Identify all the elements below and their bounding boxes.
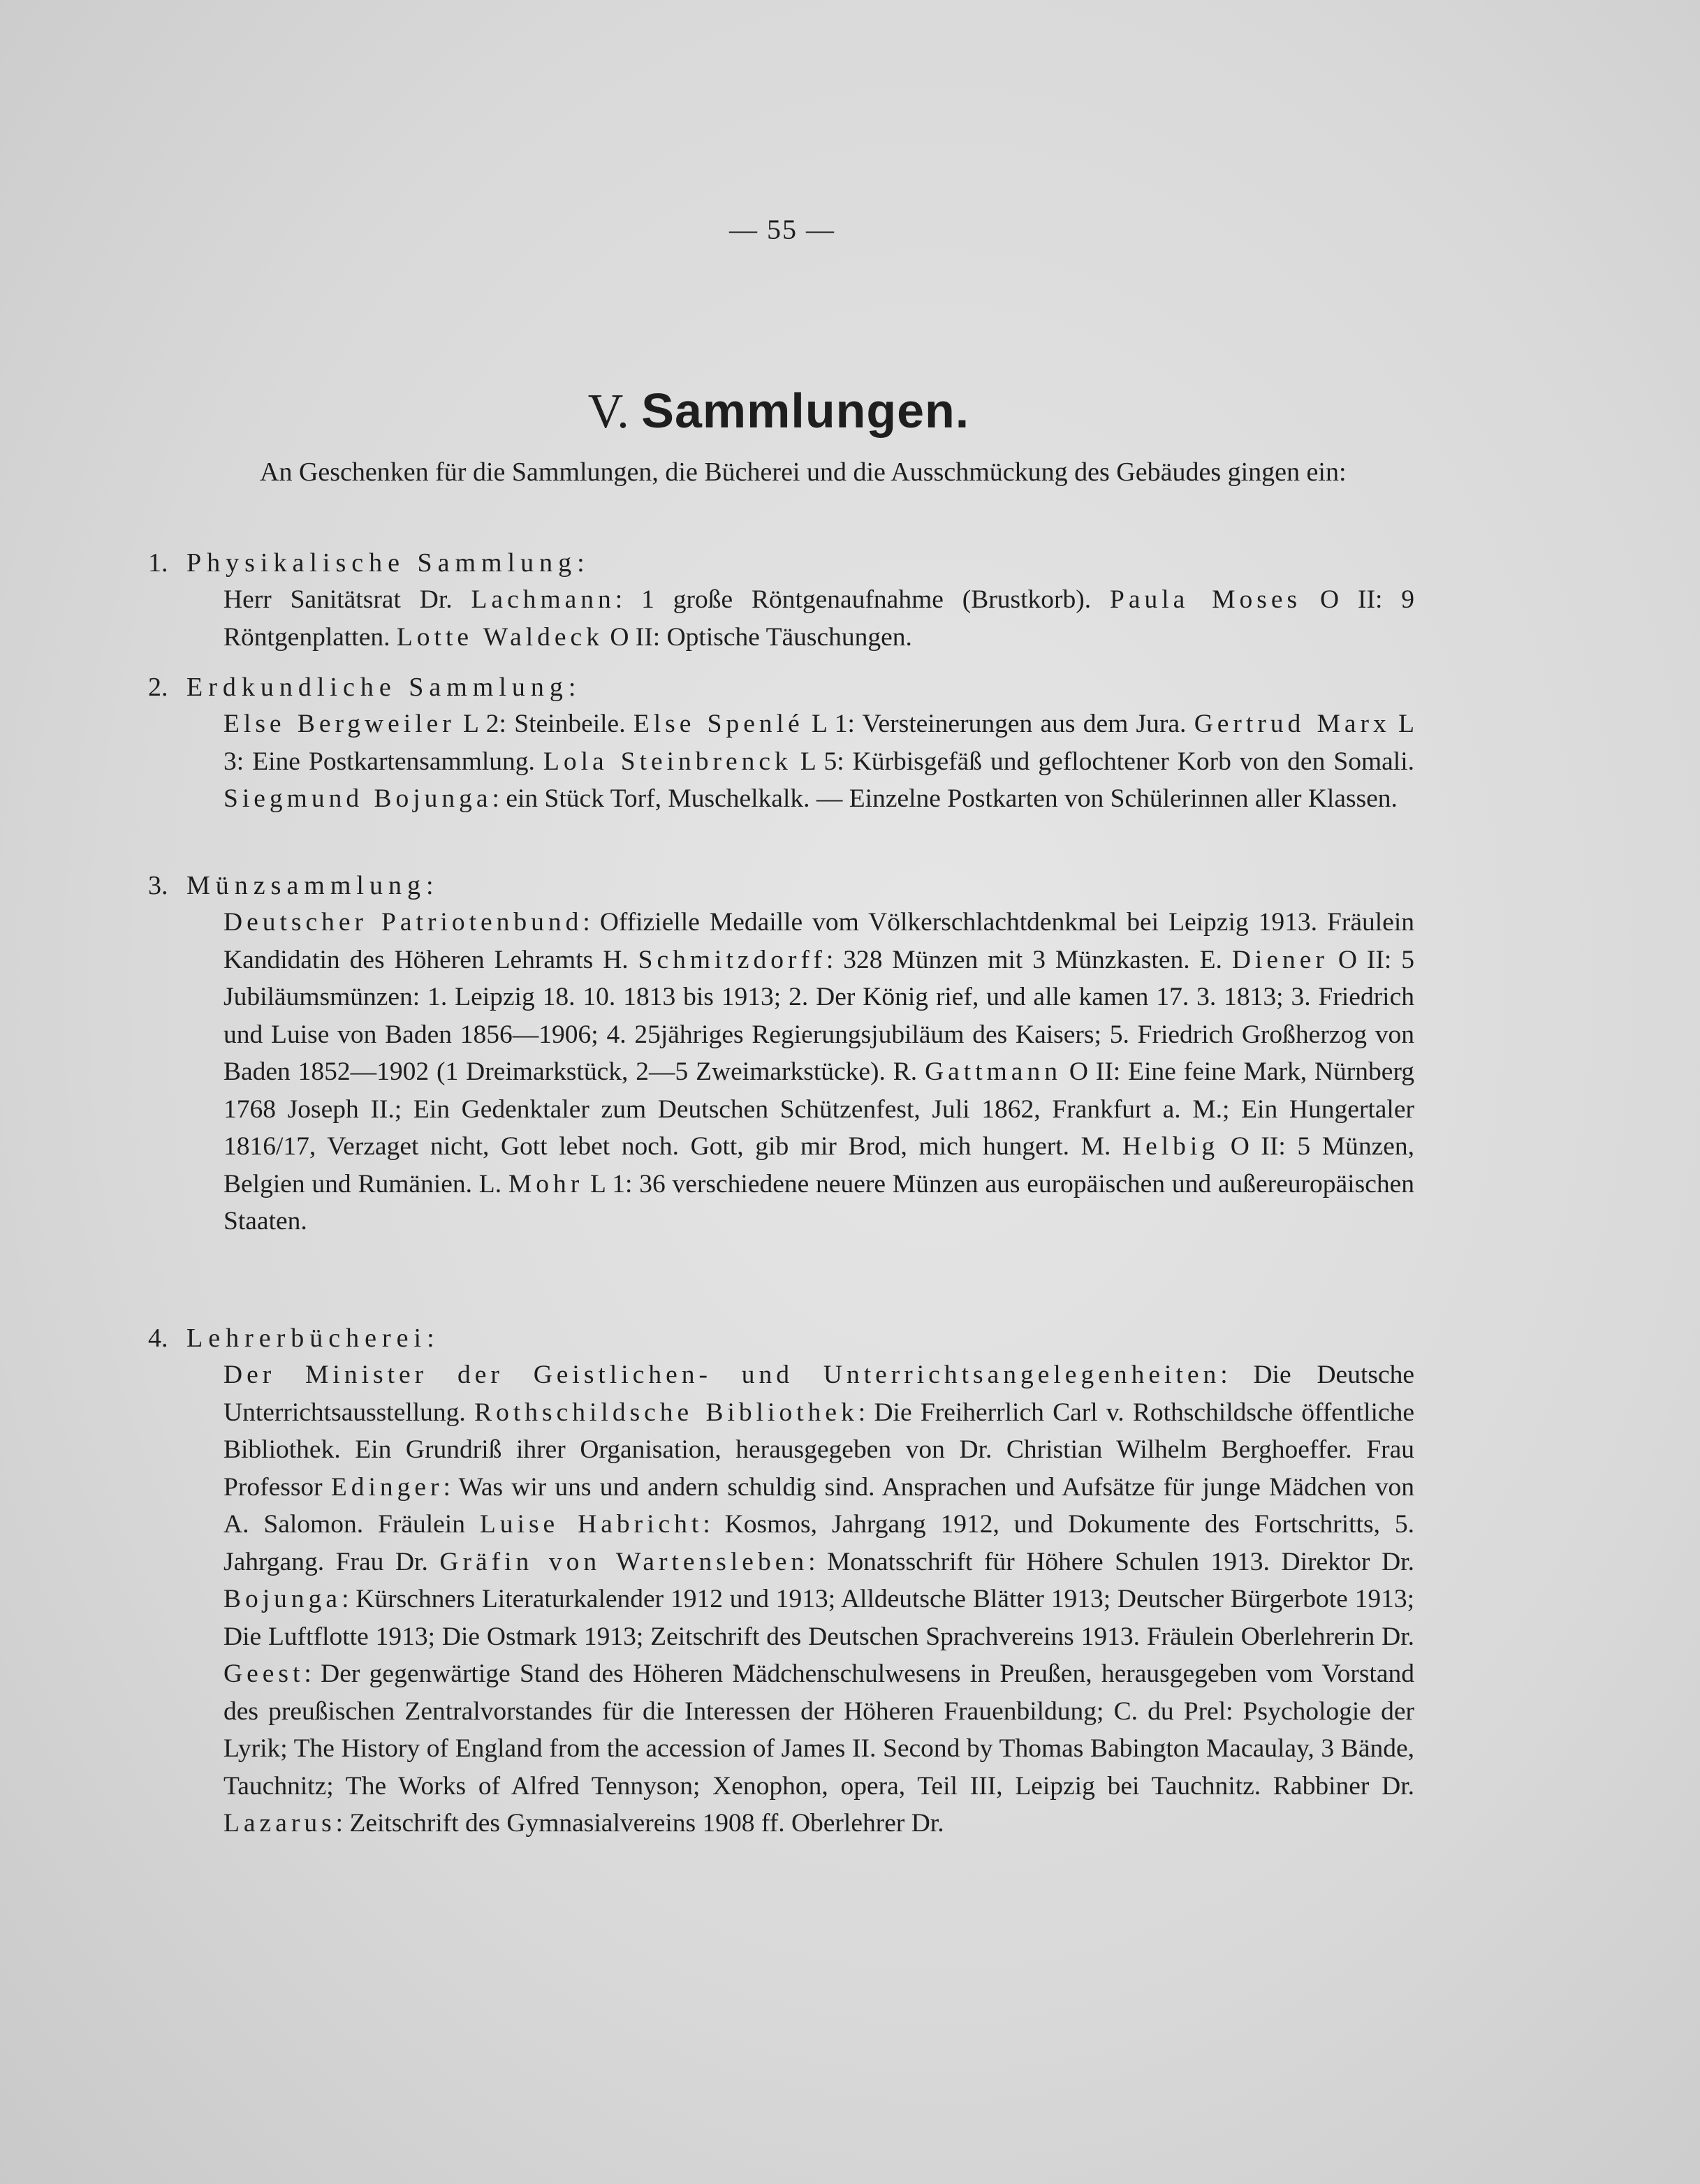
entry-name: Gattmann — [925, 1057, 1062, 1086]
entry-prefix: Direktor Dr. — [1281, 1547, 1414, 1576]
entry-text: L 1: 36 verschiedene neuere Münzen aus europäischen und außereuropäischen Staaten. — [224, 1169, 1414, 1236]
page-number: — 55 — — [729, 214, 835, 245]
section-number: 4. — [148, 1324, 168, 1353]
section-label: Physikalische Sammlung: — [186, 548, 590, 578]
entry-prefix: Fräulein Oberlehrerin Dr. — [1146, 1622, 1414, 1651]
entry-name: Paula Moses — [1110, 585, 1302, 614]
entry-text: : Monatsschrift für Höhere Schulen 1913. — [808, 1547, 1282, 1576]
entry-text: L 1: Versteinerungen aus dem Jura. — [803, 710, 1194, 738]
entry-text: O II: Eine feine Mark, Nürnberg 1768 Joseph II.; Ein Gedenktaler zum Deutschen Schützenfest, Juli 1862, Frankfurt a. M.; Ein Hungertaler 1816/17, Verzaget nicht, Gott lebet noch. Gott, gib mir Brod, mich hungert. — [224, 1057, 1415, 1161]
section-label: Lehrerbücherei: — [186, 1324, 440, 1353]
entry-text: : Offizielle Medaille vom Völkerschlachtdenkmal bei Leipzig 1913. — [582, 908, 1328, 937]
section-body — [224, 705, 1414, 818]
entry-text: : ein Stück Torf, Muschelkalk. — Einzelne Postkarten von Schülerinnen aller Klassen. — [492, 784, 1398, 813]
intro-paragraph: An Geschenken für die Sammlungen, die Bücherei und die Ausschmückung des Gebäudes gingen ein: — [260, 457, 1347, 487]
section-label: Erdkundliche Sammlung: — [186, 673, 582, 702]
entry-name: Lachmann — [471, 585, 615, 614]
entry-name: Der Minister der Geistlichen- und Unterrichtsangelegenheiten — [224, 1361, 1221, 1389]
entry-text: : Kosmos, Jahrgang 1912, und Dokumente des Fortschritts, 5. Jahrgang. — [224, 1510, 1414, 1576]
entry-name: Rothschildsche Bibliothek — [474, 1398, 858, 1427]
entry-prefix: Fräulein Kandidatin des Höheren Lehramts H. — [224, 908, 1414, 974]
entry-text: : Zeitschrift des Gymnasialvereins 1908 ff. Oberlehrer Dr. — [335, 1809, 944, 1838]
entry-text: : 328 Münzen mit 3 Münzkasten. — [826, 945, 1200, 974]
heading-title: Sammlungen. — [641, 383, 970, 438]
entry-name: Schmitzdorff — [638, 945, 826, 974]
entry-text: : Die Deutsche Unterrichtsausstellung. — [224, 1361, 1414, 1427]
entry-prefix: E. — [1199, 945, 1232, 974]
section-header — [148, 545, 1426, 581]
entry-name: Else Bergweiler — [224, 710, 455, 738]
entry-text: O II: 5 Jubiläumsmünzen: 1. Leipzig 18. 10. 1813 bis 1913; 2. Der König rief, und alle kamen 17. 3. 1813; 3. Friedrich und Luise von Baden 1856—1906; 4. 25jähriges Regierungsjubiläum des Kaisers; 5. Friedrich Großherzog von Baden 1852—1902 (1 Dreimarkstück, 2—5 Zweimarkstücke). — [224, 945, 1414, 1086]
section-number: 2. — [148, 673, 168, 702]
section-teachers-library — [148, 1320, 1426, 1842]
entry-name: Diener — [1231, 945, 1328, 974]
heading-numeral: V. — [587, 385, 629, 439]
section-coins — [148, 867, 1426, 1240]
entry-text: : Was wir uns und andern schuldig sind. Ansprachen und Aufsätze für junge Mädchen von A. Salomon. — [224, 1472, 1414, 1539]
entry-name: Mohr — [508, 1169, 584, 1199]
entry-text: O II: Optische Täuschungen. — [603, 622, 912, 652]
entry-text: : Der gegenwärtige Stand des Höheren Mädchenschulwesens in Preußen, herausgegeben vom Vorstand des preußischen Zentralvorstandes für die Interessen der Höheren Frauenbildung; C. du Prel: Psychologie der Lyrik; The History of England from the accession of James II. Second by Thomas Babington Macaulay, 3 Bände, Tauchnitz; The Works of Alfred Tennyson; Xenophon, opera, Teil III, Leipzig bei Tauchnitz. — [224, 1659, 1414, 1801]
entry-name: Lola Steinbrenck — [543, 747, 792, 776]
entry-name: Deutscher Patriotenbund — [224, 908, 583, 937]
entry-text: L 3: Eine Postkartensammlung. — [224, 710, 1414, 776]
section-header — [148, 1320, 1426, 1356]
entry-name: Lotte Waldeck — [396, 622, 603, 652]
section-heading — [0, 383, 1558, 440]
section-header — [148, 867, 1426, 904]
entry-text: : Kürschners Literaturkalender 1912 und 1913; Alldeutsche Blätter 1913; Deutscher Bürgerbote 1913; Die Luftflotte 1913; Die Ostmark 1913; Zeitschrift des Deutschen Sprachvereins 1913. — [224, 1585, 1414, 1651]
entry-prefix: Herr Sanitätsrat Dr. — [224, 585, 471, 614]
entry-text: : 1 große Röntgenaufnahme (Brustkorb). — [615, 585, 1110, 614]
section-label: Münzsammlung: — [186, 871, 439, 900]
entry-name: Geest — [224, 1659, 305, 1688]
section-body — [224, 581, 1414, 656]
entry-name: Luise Habricht — [479, 1510, 703, 1539]
entry-name: Helbig — [1122, 1132, 1219, 1161]
entry-prefix: M. — [1080, 1132, 1122, 1161]
entry-prefix: Fräulein — [378, 1510, 480, 1539]
entry-prefix: Frau Dr. — [335, 1547, 440, 1576]
entry-name: Edinger — [330, 1472, 444, 1502]
section-geography — [148, 669, 1426, 818]
entry-prefix: R. — [893, 1057, 925, 1086]
entry-prefix: Frau Professor — [224, 1435, 1414, 1502]
entry-prefix: L. — [478, 1169, 508, 1199]
section-physics — [148, 545, 1426, 656]
entry-name: Gräfin von Wartensleben — [439, 1547, 809, 1576]
section-number: 1. — [148, 548, 168, 578]
entry-text: : Die Freiherrlich Carl v. Rothschildsche öffentliche Bibliothek. Ein Grundriß ihrer Organisation, herausgegeben von Dr. Christian Wilhelm Berghoeffer. — [224, 1398, 1414, 1464]
entry-text: L 5: Kürbisgefäß und geflochtener Korb von den Somali. — [791, 747, 1414, 776]
section-number: 3. — [148, 871, 168, 900]
section-body — [224, 904, 1414, 1240]
entry-name: Bojunga — [224, 1585, 342, 1613]
entry-text: O II: 5 Münzen, Belgien und Rumänien. — [224, 1132, 1415, 1199]
entry-name: Gertrud Marx — [1194, 710, 1391, 738]
section-body — [224, 1356, 1414, 1842]
entry-prefix: Rabbiner Dr. — [1273, 1771, 1414, 1801]
entry-name: Lazarus — [224, 1809, 336, 1838]
entry-text: O II: 9 Röntgenplatten. — [224, 585, 1414, 652]
entry-name: Else Spenlé — [633, 710, 804, 738]
entry-name: Siegmund Bojunga — [224, 784, 492, 813]
entry-text: L 2: Steinbeile. — [455, 710, 633, 738]
section-header — [148, 669, 1426, 705]
